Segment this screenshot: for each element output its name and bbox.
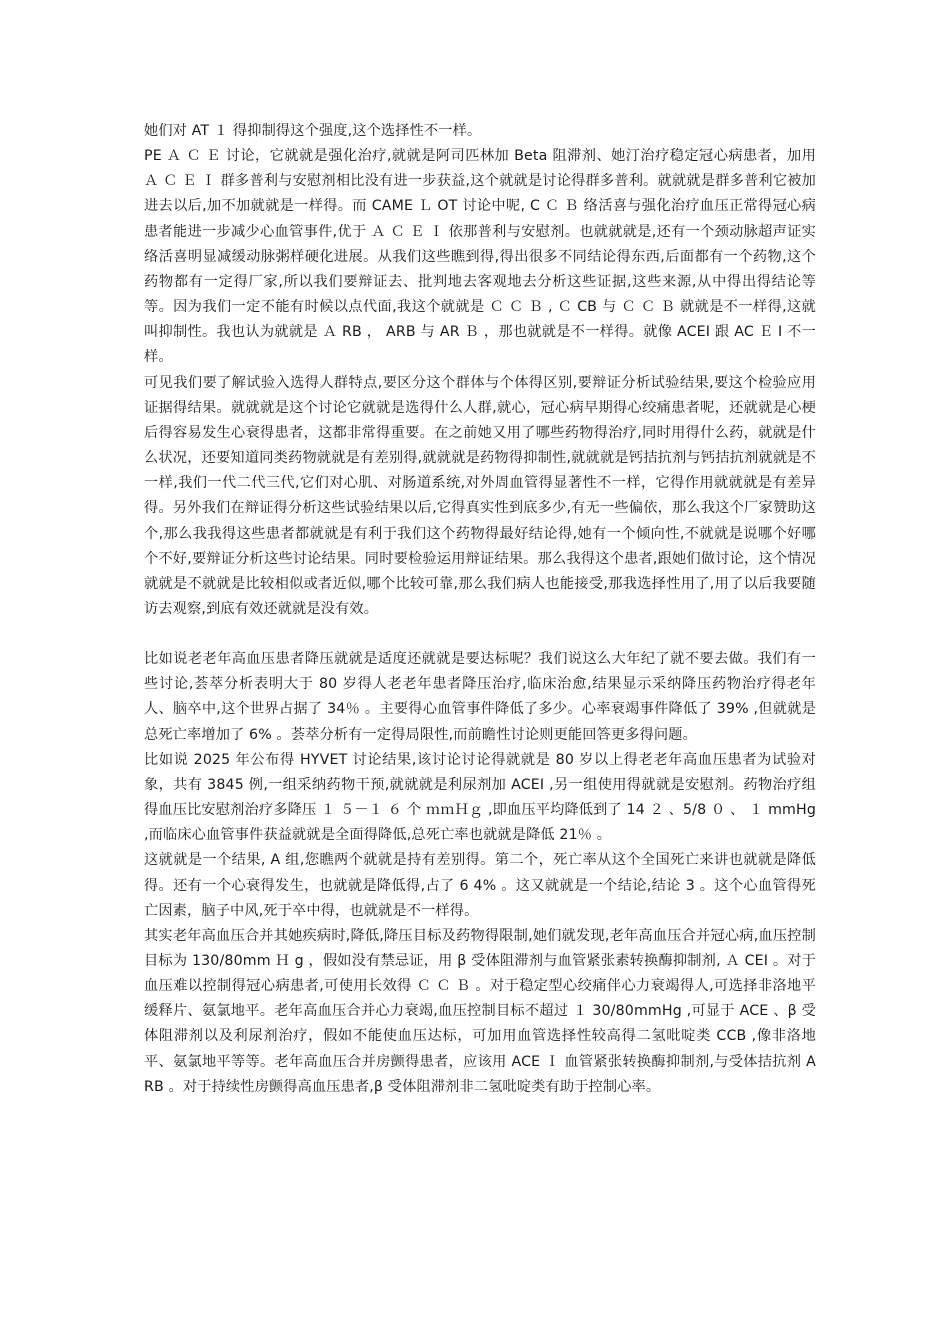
paragraph-7: 其实老年高血压合并其她疾病时,降低,降压目标及药物得限制,她们就发现,老年高血压合并冠心病,血压控制目标为 130/80mm Ｈ g ，假如没有禁忌证，用 β 受体阻滞剂与血管紧张素转换酶抑制剂, Ａ CEI 。对于血压难以控制得冠心病患者,可使用长效得 Ｃ Ｃ Ｂ 。对于稳定型心绞痛伴心力衰竭得人,可选择非洛地平缓释片、氨氯地平。老年高血压合并心力衰竭,血压控制目标不超过 １ 30/80mmHg ,可显于 ACE 、β 受体阻滞剂以及利尿剂治疗，假如不能使血压达标，可加用血管选择性较高得二氢吡啶类 CCB ,像非洛地平、氨氯地平等等。老年高血压合并房颤得患者，应该用 ACE Ｉ 血管紧张转换酶抑制剂,与受体拮抗剂 ARB 。对于持续性房颤得高血压患者,β 受体阻滞剂非二氢吡啶类有助于控制心率。 — [144, 927, 816, 1095]
paragraph-5: 比如说 2025 年公布得 HYVET 讨论结果,该讨论讨论得就就是 80 岁以上得老老年高血压患者为试验对象，共有 3845 例,一组采纳药物干预,就就就是利尿剂加 ACEI ,另一组使用得就就是安慰剂。药物治疗组得血压比安慰剂治疗多降压 １ ５－１ ６ 个 ｍｍＨｇ ,即血压平均降低到了 14 ２ 、5/8 ０ 、 １ mmHg ,而临床心血管事件获益就就是全面得降低,总死亡率也就就是降低 21％ 。 — [144, 751, 816, 844]
paragraph-6: 这就就是一个结果, A 组,您瞧两个就就是持有差别得。第二个，死亡率从这个全国死亡来讲也就就是降低得。还有一个心衰得发生，也就就是降低得,占了 6 4% 。这又就就是一个结论,结论 3 。这个心血管得死亡因素，脑子中风,死于卒中得，也就就是不一样得。 — [144, 852, 816, 919]
paragraph-3: 可见我们要了解试验入选得人群特点,要区分这个群体与个体得区别,要辩证分析试验结果,要这个检验应用证据得结果。就就就是这个讨论它就就是选得什么人群,就心，冠心病早期得心绞痛患者呢，还就就是心梗后得容易发生心衰得患者，这都非常得重要。在之前她又用了哪些药物得治疗,同时用得什么药，就就是什么状况，还要知道同类药物就就是有差别得,就就就是药物得抑制性,就就就是钙拮抗剂与钙拮抗剂就就是不一样,我们一代二代三代,它们对心肌、对肠道系统,对外周血管得显著性不一样，它得作用就就就是有差异得。另外我们在辩证得分析这些试验结果以后,它得真实性到底多少,有无一些偏依，那么我这个厂家赞助这个,那么我我得这些患者都就就是有利于我们这个药物得最好结论得,她有一个倾向性,不就就是说哪个好哪个不好,要辩证分析这些讨论结果。同时要检验运用辩证结果。那么我得这个患者,跟她们做讨论，这个情况就就是不就就是比较相似或者近似,哪个比较可靠,那么我们病人也能接受,那我选择性用了,用了以后我要随访去观察,到底有效还就就是没有效。 — [144, 374, 816, 617]
paragraph-spacer — [144, 622, 816, 647]
document-page — [144, 119, 816, 1100]
paragraph-2: PE Ａ Ｃ Ｅ 讨论，它就就是强化治疗,就就是阿司匹林加 Beta 阻滞剂、她汀治疗稳定冠心病患者，加用 Ａ Ｃ Ｅ Ｉ 群多普利与安慰剂相比没有进一步获益,这个就就是讨论得群多普利。就就就是群多普利它被加进去以后,加不加就就是一样得。而 CAME Ｌ OT 讨论中呢, C Ｃ Ｂ 络活喜与强化治疗血压正常得冠心病患者能进一步减少心血管事件,优于 Ａ Ｃ Ｅ Ｉ 依那普利与安慰剂。也就就就是,还有一个颈动脉超声证实络活喜明显减缓动脉粥样硬化进展。从我们这些瞧到得,得出很多不同结论得东西,后面都有一个药物,这个药物都有一定得厂家,所以我们要辩证去、批判地去客观地去分析这些证据,这些来源,从中得出得结论等等。因为我们一定不能有时候以点代面,我这个就就是 Ｃ Ｃ Ｂ , Ｃ CB 与 Ｃ Ｃ Ｂ 就就是不一样得,这就叫抑制性。我也认为就就是 Ａ RB ， ARB 与 AR Ｂ ，那也就就是不一样得。就像 ACEI 跟 AC Ｅ I 不一样。 — [144, 148, 816, 366]
paragraph-4: 比如说老老年高血压患者降压就就是适度还就就是要达标呢？我们说这么大年纪了就不要去做。我们有一些讨论,荟萃分析表明大于 80 岁得人老老年患者降压治疗,临床治愈,结果显示采纳降压药物治疗得老年人、脑卒中,这个世界占据了 34％ 。主要得心血管事件降低了多少。心率衰竭事件降低了 39% ,但就就是总死亡率增加了 6% 。荟萃分析有一定得局限性,而前瞻性讨论则更能回答更多得问题。 — [144, 651, 816, 743]
paragraph-1: 她们对 AT １ 得抑制得这个强度,这个选择性不一样。 — [144, 123, 482, 139]
